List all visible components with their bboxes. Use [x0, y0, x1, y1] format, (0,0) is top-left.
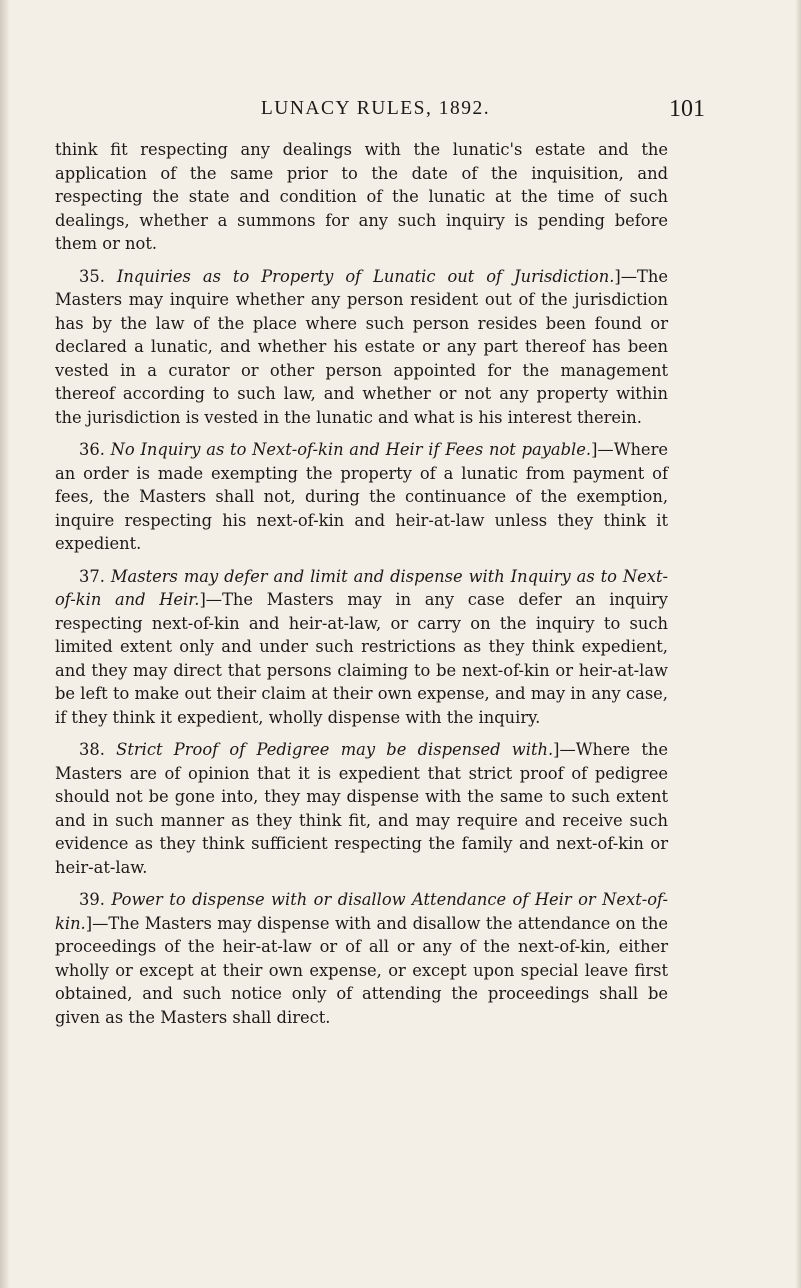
rule-text: ]—The Masters may dispense with and disallow the attendance on the proceedings of the heir-at-law or of all or any of the next-of-kin, either wholly or except at their own expense, or except upon special leave first obtained, and such notice only of attending the proceedings shall be given as the Masters shall direct. — [55, 913, 668, 1027]
rule-number: 39. — [79, 890, 105, 909]
rule-number: 36. — [79, 440, 105, 459]
rule-heading: Power to dispense with or disallow Attendance of Heir or Next-of-kin. — [55, 890, 668, 933]
rule-heading: Strict Proof of Pedigree may be dispensed with. — [116, 740, 554, 759]
page-header — [60, 96, 705, 126]
page-number: 101 — [669, 96, 705, 122]
paragraph-text: think fit respecting any dealings with the lunatic's estate and the application of the same prior to the date of the inquisition, and respecting the state and condition of the lunatic at the time of such dealings, whether a summons for any such inquiry is pending before them or not. — [55, 140, 668, 253]
rule-37 — [55, 565, 668, 730]
rule-38 — [55, 738, 668, 879]
page-edge-right — [795, 0, 801, 1288]
rule-text: ]—The Masters may in any case defer an inquiry respecting next-of-kin and heir-at-law, or carry on the inquiry to such limited extent only and under such restrictions as they think expedient, and they may direct that persons claiming to be next-of-kin or heir-at-law be left to make out their claim at their own expense, and may in any case, if they think it expedient, wholly dispense with the inquiry. — [55, 590, 669, 727]
rule-text: ]—Where the Masters are of opinion that it is expedient that strict proof of pedigree should not be gone into, they may dispense with the same to such extent and in such manner as they think fit, and may require and receive such evidence as they think sufficient respecting the family and next-of-kin or heir-at-law. — [55, 740, 668, 877]
page-body — [55, 138, 668, 1038]
rule-text: ]—The Masters may inquire whether any person resident out of the jurisdiction has by the law of the place where such person resides been found or declared a lunatic, and whether his estate or any part thereof has been vested in a curator or other person appointed for the management thereof according to such law, and whether or not any property within the jurisdiction is vested in the lunatic and what is his interest therein. — [55, 266, 668, 427]
rule-36 — [55, 438, 668, 556]
running-title: LUNACY RULES, 1892. — [260, 98, 491, 119]
rule-heading: No Inquiry as to Next-of-kin and Heir if Fees not payable. — [110, 440, 592, 459]
rule-heading: Inquiries as to Property of Lunatic out of Jurisdiction. — [116, 266, 615, 286]
rule-39 — [55, 888, 668, 1029]
rule-heading: Masters may defer and limit and dispense with Inquiry as to Next-of-kin and Heir. — [55, 566, 668, 609]
page-edge-left — [0, 0, 10, 1288]
rule-text: ]—Where an order is made exempting the property of a lunatic from payment of fees, the Masters shall not, during the continuance of the exemption, inquire respecting his next-of-kin and heir-at-law unless they think it expedient. — [55, 440, 668, 553]
rule-number: 35. — [79, 266, 105, 286]
rule-35 — [55, 265, 668, 430]
rule-number: 38. — [79, 740, 105, 759]
rule-number: 37. — [79, 566, 105, 586]
paragraph-continuation — [55, 138, 668, 256]
